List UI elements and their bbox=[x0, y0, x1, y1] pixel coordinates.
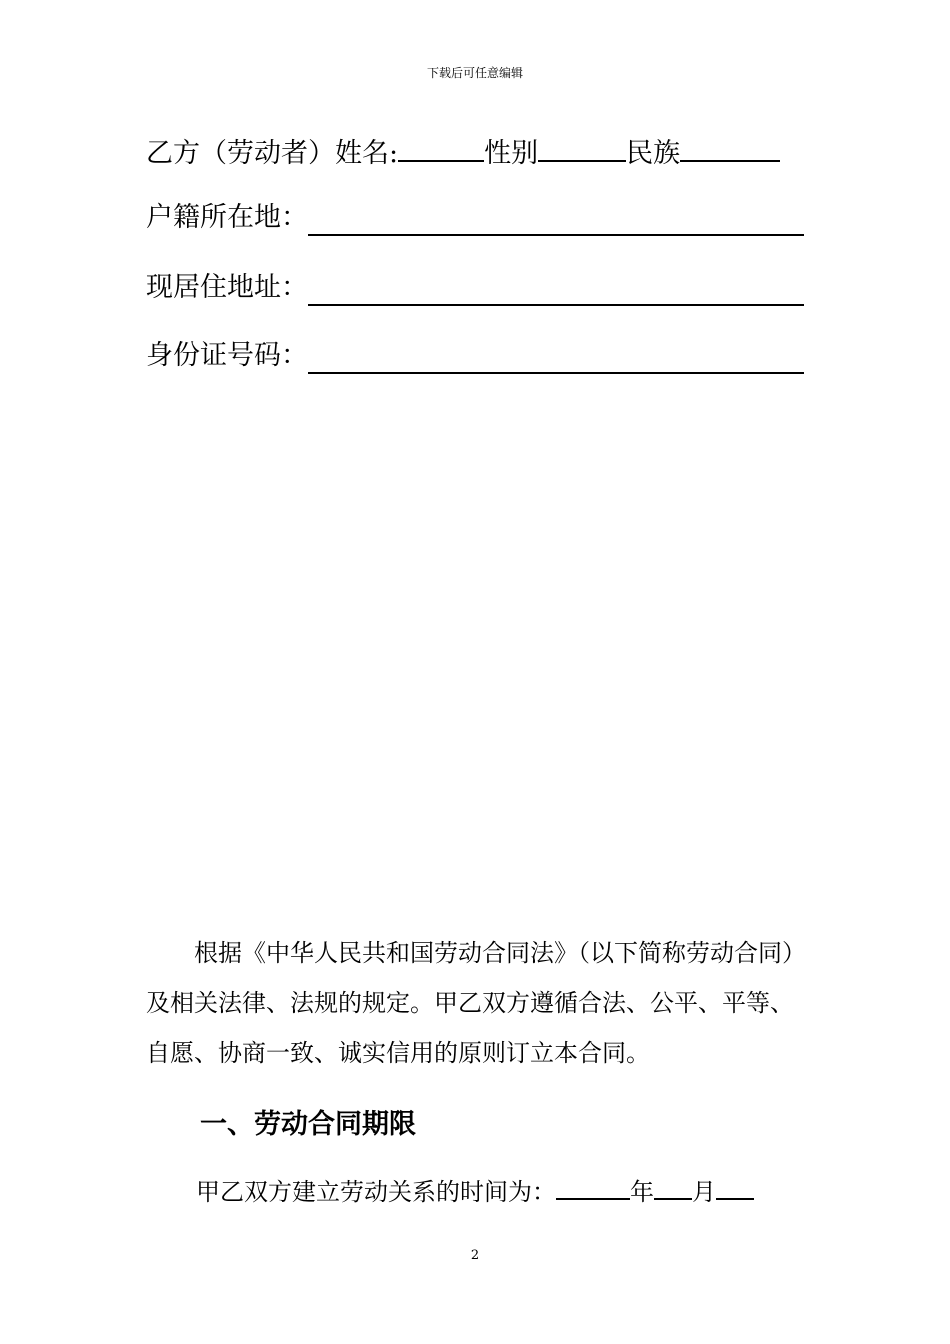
term-label: 甲乙双方建立劳动关系的时间为： bbox=[196, 1178, 556, 1206]
page-header: 下载后可任意编辑 bbox=[426, 66, 523, 80]
address-line bbox=[146, 268, 804, 308]
id-label: 身份证号码： bbox=[146, 340, 308, 371]
id-field[interactable] bbox=[308, 342, 804, 374]
intro-paragraph: 根据《中华人民共和国劳动合同法》（以下简称劳动合同）及相关法律、法规的规定。甲乙双方遵循合法、公平、平等、自愿、协商一致、诚实信用的原则订立本合同。 bbox=[146, 939, 806, 1067]
ethnicity-field[interactable] bbox=[680, 130, 780, 162]
gender-field[interactable] bbox=[538, 130, 626, 162]
section-1-title: 一、劳动合同期限 bbox=[200, 1109, 416, 1140]
month-label: 月 bbox=[692, 1178, 716, 1206]
name-field[interactable] bbox=[398, 130, 484, 162]
day-field[interactable] bbox=[716, 1172, 754, 1200]
page-number: 2 bbox=[470, 1248, 480, 1263]
household-label: 户籍所在地： bbox=[146, 202, 308, 233]
year-field[interactable] bbox=[556, 1172, 630, 1200]
term-line bbox=[196, 1172, 754, 1212]
address-label: 现居住地址： bbox=[146, 272, 308, 303]
household-field[interactable] bbox=[308, 204, 804, 236]
address-field[interactable] bbox=[308, 274, 804, 306]
ethnicity-label: 民族 bbox=[626, 138, 681, 169]
household-line bbox=[146, 198, 804, 238]
gender-label: 性别 bbox=[484, 138, 539, 169]
id-line bbox=[146, 336, 804, 376]
month-field[interactable] bbox=[654, 1172, 692, 1200]
name-label: 乙方（劳动者）姓名: bbox=[146, 138, 399, 169]
name-gender-ethnicity-line bbox=[146, 130, 780, 170]
year-label: 年 bbox=[630, 1178, 654, 1206]
